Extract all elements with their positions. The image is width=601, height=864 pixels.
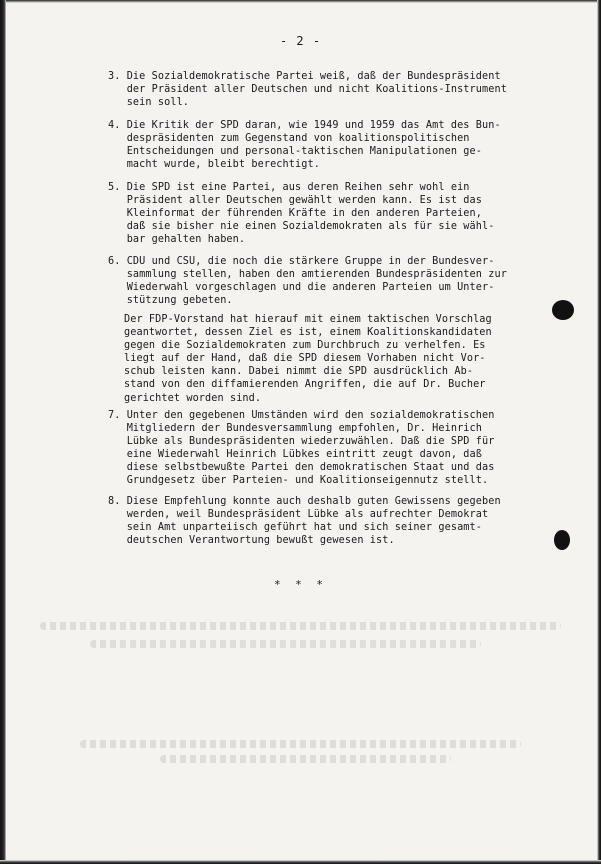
page-number: - 2 - <box>279 34 322 48</box>
scan-edge-bottom <box>0 860 601 864</box>
scan-edge-top <box>0 0 601 3</box>
paragraph-6-continued: Der FDP-Vorstand hat hierauf mit einem taktischen Vorschlag geantwortet, dessen Ziel es ist, einem Koalitionskandidaten gegen die Sozialdemokraten zum Durchbruch zu verhelfen. Es liegt auf der Hand, daß die SPD diesem Vorhaben nicht Vor- schub leisten kann. Dabei nimmt die SPD ausdrücklich Ab- stand von den diffamierenden Angriffen, die auf Dr. Bucher gerichtet worden sind. <box>124 314 492 404</box>
scan-edge-right <box>597 0 601 864</box>
paragraph-4: 4. Die Kritik der SPD daran, wie 1949 und 1959 das Amt des Bun- despräsidenten zum Gegenstand von koalitionspolitischen Entscheidungen und personal-taktischen Manipulationen ge- macht wurde, bleibt berechtigt. <box>108 120 501 171</box>
paragraph-7: 7. Unter den gegebenen Umständen wird den sozialdemokratischen Mitgliedern der Bundesversammlung empfohlen, Dr. Heinrich Lübke als Bundespräsidenten wiederzuwählen. Daß die SPD für eine Wiederwahl Heinrich Lübkes eintritt zeugt davon, daß diese selbstbewußte Partei den demokratischen Staat und das Grundgesetz über Parteien- und Koalitionseigennutz stellt. <box>108 410 495 487</box>
bleed-through-line <box>40 622 561 630</box>
paragraph-6: 6. CDU und CSU, die noch die stärkere Gruppe in der Bundesver- sammlung stellen, haben den amtierenden Bundespräsidenten zur Wiederwahl vorgeschlagen und die anderen Parteien um Unter- stützung gebeten. <box>108 256 507 307</box>
paragraph-5: 5. Die SPD ist eine Partei, aus deren Reihen sehr wohl ein Präsident aller Deutschen gewählt werden kann. Es ist das Kleinformat der führenden Kräfte in den anderen Parteien, daß sie bisher nie einen Sozialdemokraten als für sie wähl- bar gehalten haben. <box>108 182 495 246</box>
ink-blot <box>554 530 570 550</box>
ink-blot <box>552 300 574 320</box>
bleed-through-line <box>90 640 481 648</box>
paragraph-3: 3. Die Sozialdemokratische Partei weiß, daß der Bundespräsident der Präsident aller Deutschen und nicht Koalitions-Instrument sein soll. <box>108 71 507 109</box>
section-separator: * * * <box>273 578 328 591</box>
bleed-through-line <box>160 755 451 763</box>
paragraph-8: 8. Diese Empfehlung konnte auch deshalb guten Gewissens gegeben werden, weil Bundespräsident Lübke als aufrechter Demokrat sein Amt unparteiisch geführt hat und sich seiner gesamt- deutschen Verantwortung bewußt gewesen ist. <box>108 496 501 547</box>
scan-edge-left <box>0 0 6 864</box>
bleed-through-line <box>80 740 521 748</box>
